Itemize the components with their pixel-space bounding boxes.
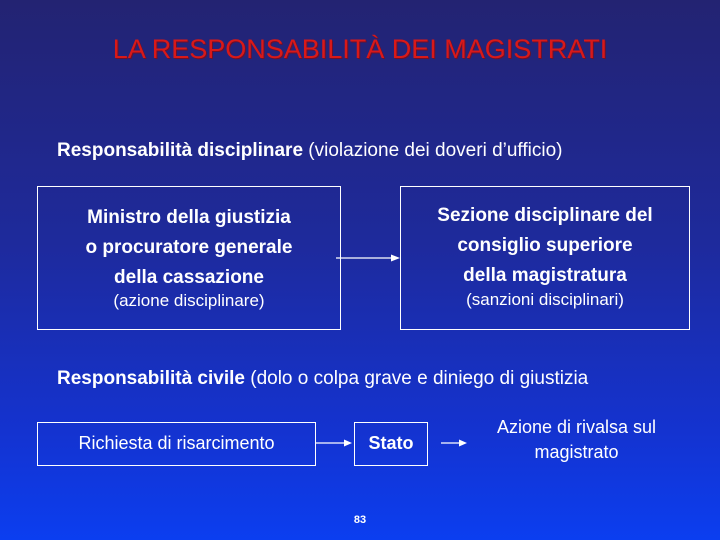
- disciplinary-heading-bold: Responsabilità disciplinare: [57, 140, 304, 161]
- section-line-2: consiglio superiore: [457, 235, 633, 256]
- compensation-request-label: Richiesta di risarcimento: [78, 433, 275, 453]
- section-line-1: Sezione disciplinare del: [437, 205, 653, 226]
- recourse-line-2: magistrato: [534, 442, 619, 462]
- arrow-right-icon: [441, 440, 467, 447]
- state-label: Stato: [368, 433, 414, 453]
- civil-heading-bold: Responsabilità civile: [57, 368, 245, 389]
- minister-line-1: Ministro della giustizia: [87, 207, 291, 228]
- recourse-line-1: Azione di rivalsa sul: [496, 417, 657, 437]
- section-line-3: della magistratura: [463, 265, 627, 286]
- minister-line-2: o procuratore generale: [85, 237, 293, 258]
- minister-line-3: della cassazione: [114, 267, 264, 288]
- page-number: 83: [353, 514, 367, 526]
- minister-box-note: (azione disciplinare): [113, 291, 265, 310]
- disciplinary-section-note: (sanzioni disciplinari): [466, 290, 624, 309]
- arrow-right-icon: [336, 255, 400, 262]
- arrow-right-icon: [316, 440, 352, 447]
- slide-title: LA RESPONSABILITÀ DEI MAGISTRATI: [112, 34, 608, 64]
- civil-heading-detail: (dolo o colpa grave e diniego di giustizia: [244, 368, 589, 389]
- disciplinary-heading-detail: (violazione dei doveri d’ufficio): [303, 140, 563, 161]
